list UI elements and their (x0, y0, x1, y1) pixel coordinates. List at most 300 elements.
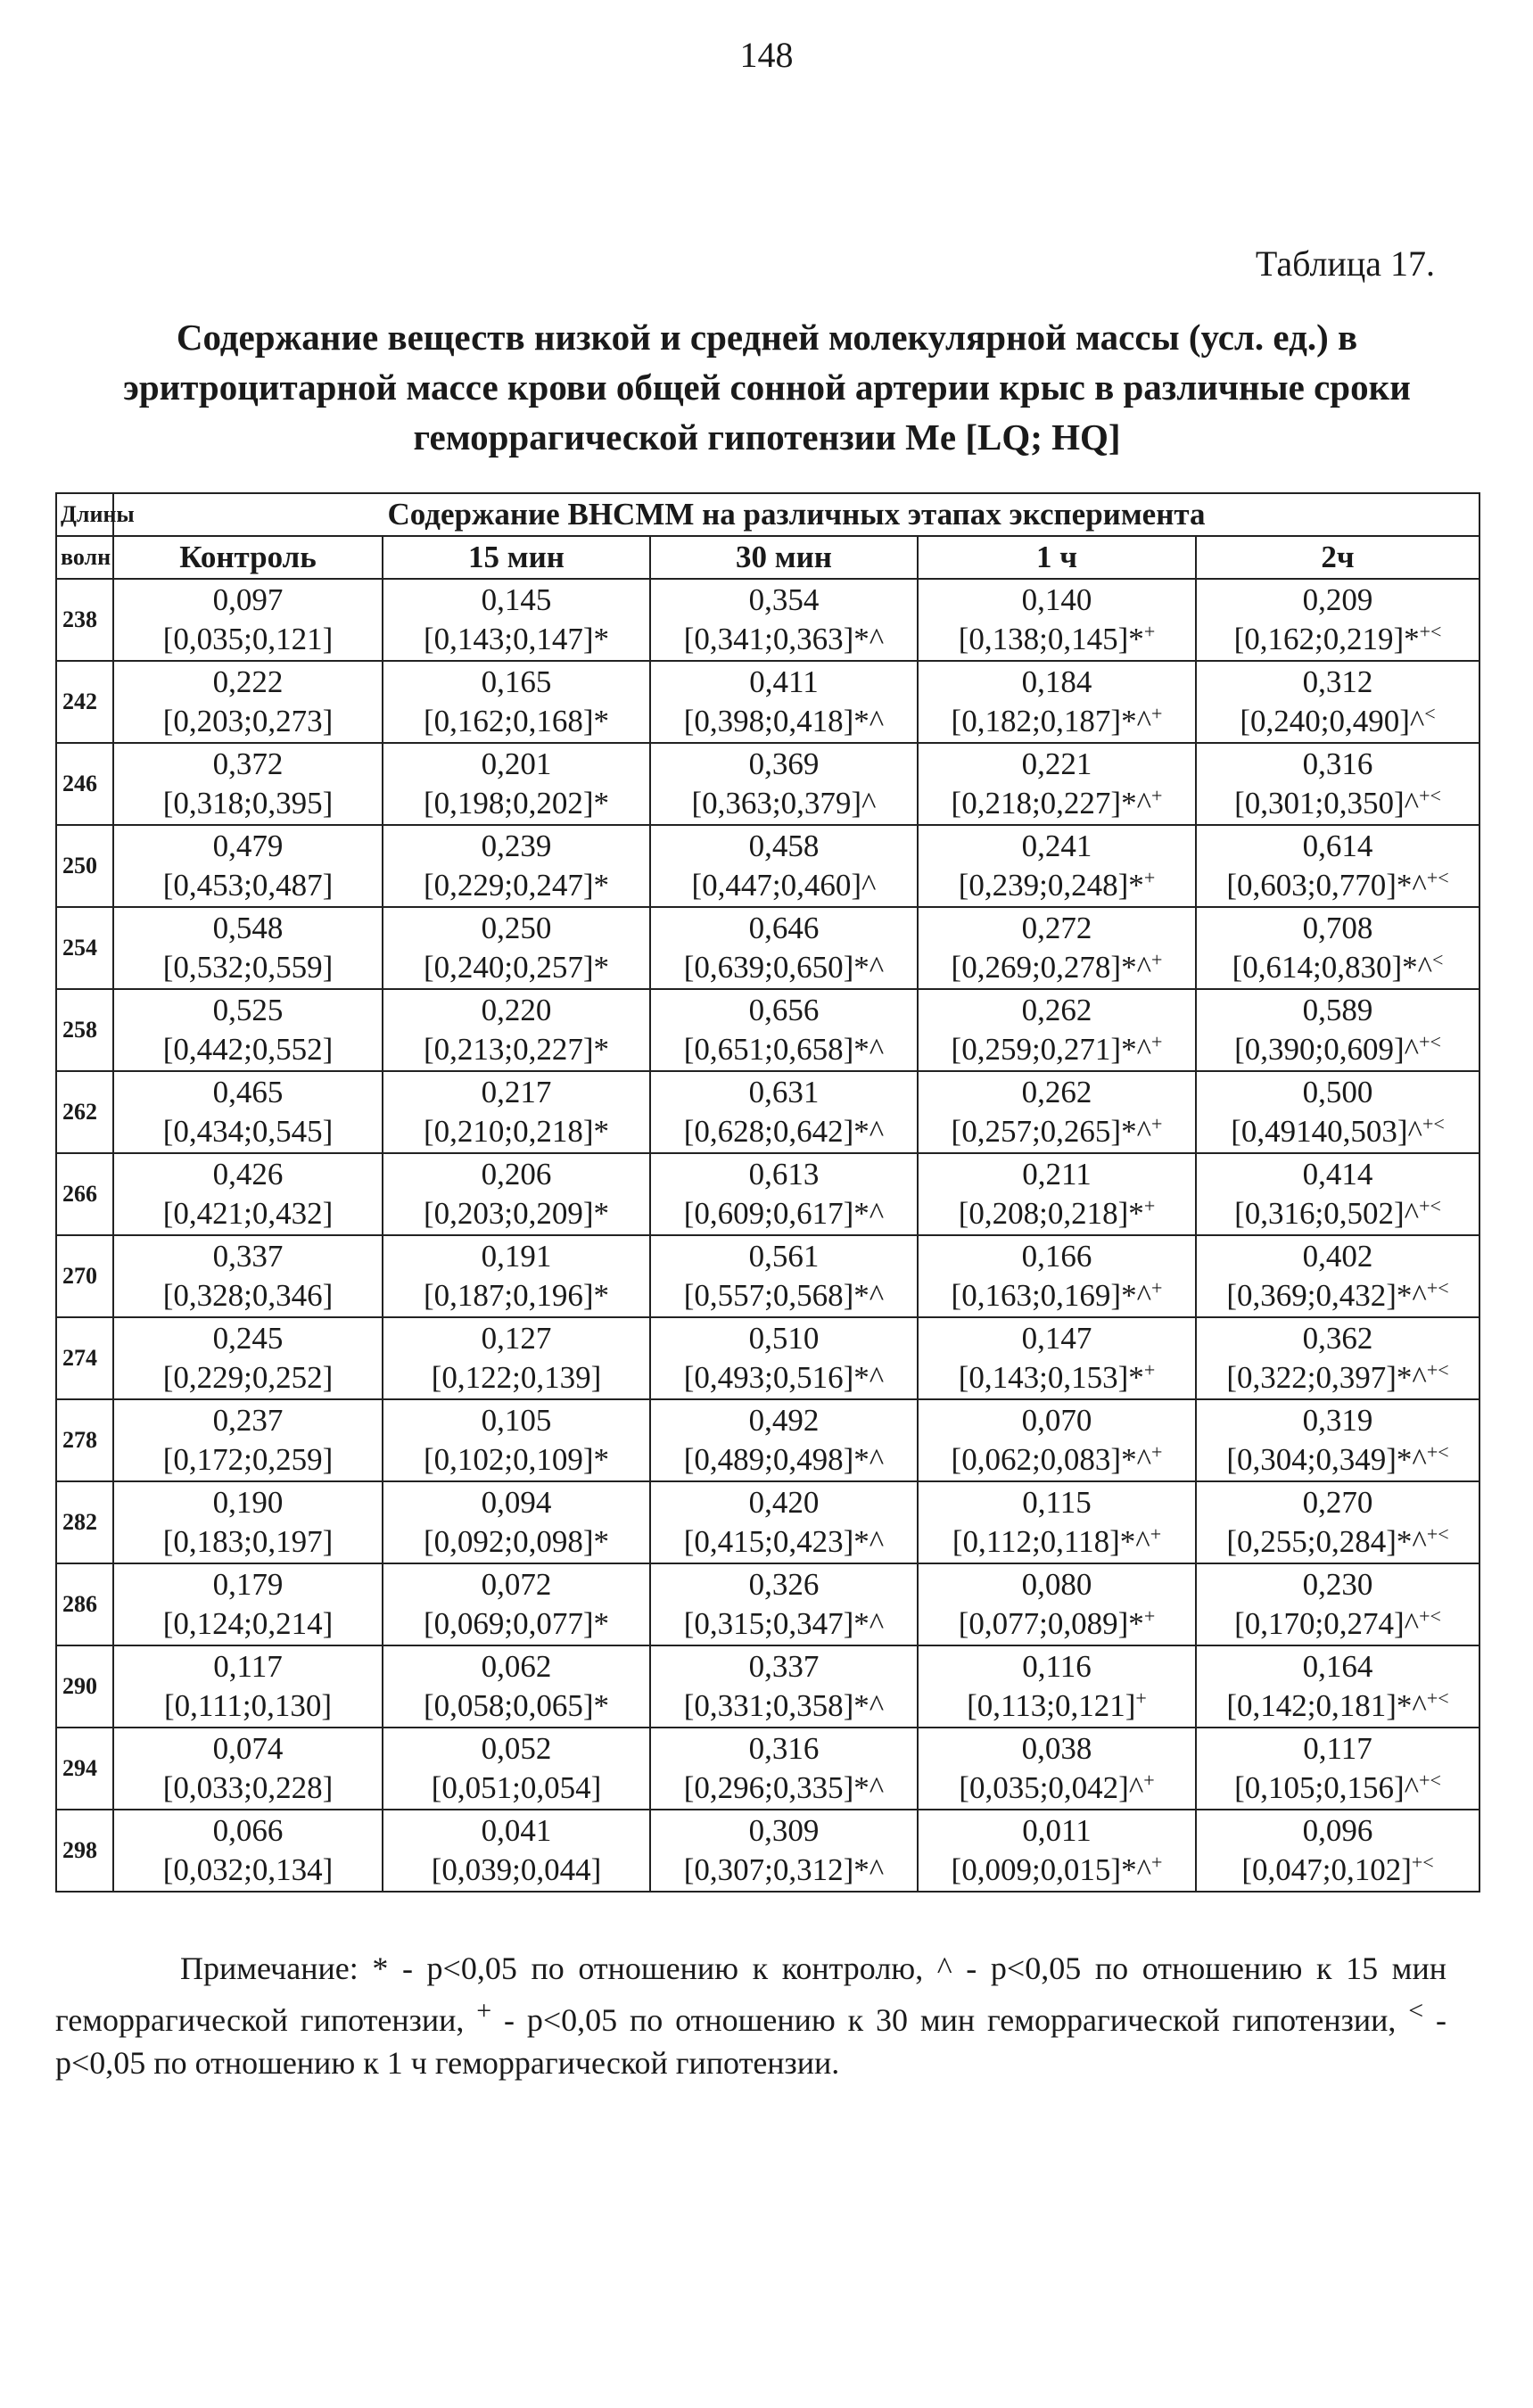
range-text: [0,183;0,197] (162, 1524, 334, 1559)
median-value: 0,221 (1021, 746, 1092, 781)
range-text: [0,315;0,347]*^ (683, 1606, 885, 1641)
median-value: 0,500 (1302, 1075, 1373, 1109)
range-text: [0,124;0,214] (162, 1606, 334, 1641)
median-value: 0,052 (481, 1731, 552, 1766)
value-cell (650, 1481, 918, 1563)
wavelength-header-top: Длины (56, 493, 113, 536)
quartile-range (651, 1358, 917, 1398)
significance-marks: + (1143, 1358, 1156, 1381)
significance-marks: +< (1419, 784, 1441, 807)
table-body (56, 579, 1479, 1892)
note-text: Примечание: * - p<0,05 по отношению к контролю, ^ - p<0,05 по отношению к 15 мин геморрагической гипотензии, (55, 1950, 1446, 2038)
median-value: 0,510 (748, 1321, 820, 1356)
range-text: [0,051;0,054] (431, 1770, 602, 1805)
median-value: 0,230 (1302, 1567, 1373, 1602)
median-value: 0,070 (1021, 1403, 1092, 1438)
median-value: 0,414 (1302, 1157, 1373, 1192)
quartile-range (383, 1194, 649, 1233)
significance-marks: + (1135, 1686, 1147, 1710)
quartile-range (1197, 620, 1479, 659)
significance-marks: +< (1426, 1522, 1449, 1546)
value-cell (1196, 825, 1479, 907)
quartile-range (114, 1769, 382, 1808)
median-value: 0,613 (748, 1157, 820, 1192)
value-cell (918, 1399, 1196, 1481)
group-header: Содержание ВНСММ на различных этапах эксперимента (113, 493, 1479, 536)
table-row (56, 1071, 1479, 1153)
range-text: [0,307;0,312]*^ (683, 1852, 885, 1887)
significance-marks: +< (1422, 1112, 1445, 1135)
table-row (56, 1728, 1479, 1810)
quartile-range (383, 784, 649, 823)
median-value: 0,094 (481, 1485, 552, 1520)
significance-marks: +< (1426, 1276, 1449, 1299)
range-text: [0,162;0,219]* (1233, 622, 1420, 656)
range-text: [0,259;0,271]*^ (951, 1032, 1152, 1067)
value-cell (1196, 1317, 1479, 1399)
quartile-range (1197, 1358, 1479, 1398)
median-value: 0,190 (212, 1485, 284, 1520)
median-value: 0,420 (748, 1485, 820, 1520)
quartile-range (1197, 948, 1479, 987)
significance-marks: + (1151, 1112, 1163, 1135)
significance-marks: + (1151, 784, 1163, 807)
median-value: 0,117 (213, 1649, 283, 1684)
quartile-range (114, 1358, 382, 1398)
quartile-range (383, 1030, 649, 1069)
quartile-range (919, 1686, 1195, 1726)
median-value: 0,337 (212, 1239, 284, 1274)
range-text: [0,493;0,516]*^ (683, 1360, 885, 1395)
quartile-range (919, 1769, 1195, 1808)
significance-marks: +< (1419, 1604, 1441, 1628)
range-text: [0,208;0,218]* (958, 1196, 1144, 1231)
value-cell (918, 579, 1196, 661)
median-value: 0,250 (481, 911, 552, 945)
significance-marks: + (1151, 702, 1163, 725)
quartile-range (1197, 1440, 1479, 1480)
data-table (55, 492, 1480, 1893)
significance-marks: + (1143, 866, 1156, 889)
range-text: [0,415;0,423]*^ (683, 1524, 885, 1559)
median-value: 0,080 (1021, 1567, 1092, 1602)
significance-marks: +< (1426, 1358, 1449, 1381)
range-text: [0,092;0,098]* (423, 1524, 610, 1559)
range-text: [0,651;0,658]*^ (683, 1032, 885, 1067)
column-header: 1 ч (918, 536, 1196, 579)
range-text: [0,269;0,278]*^ (951, 950, 1152, 985)
value-cell (113, 661, 383, 743)
value-cell (383, 907, 650, 989)
quartile-range (383, 1769, 649, 1808)
quartile-range (383, 1358, 649, 1398)
table-row (56, 743, 1479, 825)
quartile-range (1197, 1112, 1479, 1151)
quartile-range (919, 1358, 1195, 1398)
range-text: [0,229;0,247]* (423, 868, 610, 903)
range-text: [0,363;0,379]^ (691, 786, 877, 821)
value-cell (918, 1810, 1196, 1892)
significance-marks: + (1151, 1276, 1163, 1299)
median-value: 0,209 (1302, 582, 1373, 617)
range-text: [0,316;0,502]^ (1234, 1196, 1420, 1231)
value-cell (1196, 907, 1479, 989)
value-cell (113, 1728, 383, 1810)
range-text: [0,239;0,248]* (958, 868, 1144, 903)
quartile-range (919, 1194, 1195, 1233)
quartile-range (114, 620, 382, 659)
range-text: [0,113;0,121] (967, 1688, 1136, 1723)
value-cell (1196, 1153, 1479, 1235)
range-text: [0,009;0,015]*^ (951, 1852, 1152, 1887)
quartile-range (651, 1769, 917, 1808)
column-header: 15 мин (383, 536, 650, 579)
significance-marks: + (1143, 1769, 1155, 1792)
value-cell (650, 1645, 918, 1728)
range-text: [0,257;0,265]*^ (951, 1114, 1152, 1149)
median-value: 0,316 (748, 1731, 820, 1766)
range-text: [0,398;0,418]*^ (683, 704, 885, 738)
value-cell (918, 825, 1196, 907)
quartile-range (383, 1440, 649, 1480)
range-text: [0,628;0,642]*^ (683, 1114, 885, 1149)
value-cell (113, 1153, 383, 1235)
median-value: 0,646 (748, 911, 820, 945)
value-cell (113, 1071, 383, 1153)
value-cell (650, 743, 918, 825)
median-value: 0,105 (481, 1403, 552, 1438)
median-value: 0,074 (212, 1731, 284, 1766)
range-text: [0,143;0,147]* (423, 622, 610, 656)
median-value: 0,222 (212, 664, 284, 699)
quartile-range (919, 784, 1195, 823)
median-value: 0,614 (1302, 829, 1373, 863)
median-value: 0,237 (212, 1403, 284, 1438)
range-text: [0,614;0,830]*^ (1232, 950, 1433, 985)
wavelength-cell: 286 (56, 1563, 113, 1645)
quartile-range (1197, 702, 1479, 741)
median-value: 0,072 (481, 1567, 552, 1602)
quartile-range (651, 620, 917, 659)
quartile-range (1197, 1030, 1479, 1069)
median-value: 0,525 (212, 993, 284, 1027)
value-cell (650, 989, 918, 1071)
quartile-range (919, 1522, 1195, 1562)
note-text: - p<0,05 по отношению к 1 ч геморрагической гипотензии. (55, 2002, 1446, 2081)
value-cell (650, 1399, 918, 1481)
quartile-range (114, 1604, 382, 1644)
quartile-range (1197, 1604, 1479, 1644)
quartile-range (383, 948, 649, 987)
significance-marks: + (1143, 620, 1156, 643)
table-row (56, 1317, 1479, 1399)
column-header: Контроль (113, 536, 383, 579)
value-cell (918, 989, 1196, 1071)
median-value: 0,479 (212, 829, 284, 863)
significance-marks: +< (1426, 866, 1449, 889)
value-cell (383, 825, 650, 907)
significance-marks: + (1151, 1851, 1163, 1874)
value-cell (1196, 579, 1479, 661)
median-value: 0,038 (1021, 1731, 1092, 1766)
significance-marks: + (1150, 1522, 1162, 1546)
quartile-range (383, 1851, 649, 1890)
value-cell (918, 1563, 1196, 1645)
range-text: [0,112;0,118]*^ (952, 1524, 1150, 1559)
value-cell (650, 1563, 918, 1645)
range-text: [0,143;0,153]* (958, 1360, 1144, 1395)
quartile-range (651, 1522, 917, 1562)
quartile-range (919, 620, 1195, 659)
wavelength-cell: 266 (56, 1153, 113, 1235)
wavelength-cell: 298 (56, 1810, 113, 1892)
median-value: 0,561 (748, 1239, 820, 1274)
value-cell (650, 579, 918, 661)
quartile-range (919, 1112, 1195, 1151)
value-cell (1196, 1645, 1479, 1728)
note-plus-sign: + (476, 1996, 492, 2025)
median-value: 0,117 (1303, 1731, 1372, 1766)
value-cell (650, 1153, 918, 1235)
median-value: 0,239 (481, 829, 552, 863)
quartile-range (1197, 1686, 1479, 1726)
value-cell (1196, 661, 1479, 743)
value-cell (113, 1317, 383, 1399)
value-cell (650, 1810, 918, 1892)
median-value: 0,066 (212, 1813, 284, 1848)
range-text: [0,331;0,358]*^ (683, 1688, 885, 1723)
value-cell (1196, 1810, 1479, 1892)
median-value: 0,326 (748, 1567, 820, 1602)
range-text: [0,609;0,617]*^ (683, 1196, 885, 1231)
table-row (56, 1481, 1479, 1563)
median-value: 0,402 (1302, 1239, 1373, 1274)
range-text: [0,187;0,196]* (423, 1278, 610, 1313)
quartile-range (1197, 866, 1479, 905)
table-row (56, 661, 1479, 743)
quartile-range (383, 1604, 649, 1644)
table-title: Содержание веществ низкой и средней молекулярной массы (усл. ед.) в эритроцитарной массе крови общей сонной артерии крыс в различные сроки геморрагической гипотензии Me [LQ; HQ] (123, 317, 1411, 458)
median-value: 0,062 (481, 1649, 552, 1684)
value-cell (1196, 1563, 1479, 1645)
range-text: [0,296;0,335]*^ (683, 1770, 885, 1805)
median-value: 0,127 (481, 1321, 552, 1356)
table-row (56, 1563, 1479, 1645)
median-value: 0,319 (1302, 1403, 1373, 1438)
significance-marks: +< (1419, 1030, 1441, 1053)
quartile-range (383, 1686, 649, 1726)
range-text: [0,105;0,156]^ (1234, 1770, 1420, 1805)
significance-marks: + (1143, 1194, 1156, 1217)
range-text: [0,182;0,187]*^ (951, 704, 1152, 738)
range-text: [0,240;0,490]^ (1240, 704, 1425, 738)
value-cell (918, 1153, 1196, 1235)
quartile-range (383, 1522, 649, 1562)
range-text: [0,035;0,042]^ (959, 1770, 1144, 1805)
range-text: [0,318;0,395] (162, 786, 334, 821)
range-text: [0,142;0,181]*^ (1226, 1688, 1427, 1723)
quartile-range (114, 1686, 382, 1726)
wavelength-cell: 250 (56, 825, 113, 907)
significance-marks: +< (1419, 1769, 1441, 1792)
wavelength-cell: 242 (56, 661, 113, 743)
median-value: 0,272 (1021, 911, 1092, 945)
range-text: [0,035;0,121] (162, 622, 334, 656)
significance-marks: +< (1419, 620, 1442, 643)
quartile-range (114, 1194, 382, 1233)
value-cell (113, 1235, 383, 1317)
median-value: 0,165 (481, 664, 552, 699)
wavelength-cell: 294 (56, 1728, 113, 1810)
table-row (56, 1810, 1479, 1892)
significance-marks: +< (1411, 1851, 1434, 1874)
quartile-range (651, 1112, 917, 1151)
value-cell (918, 1728, 1196, 1810)
value-cell (650, 1728, 918, 1810)
median-value: 0,262 (1021, 993, 1092, 1027)
quartile-range (651, 1030, 917, 1069)
table-row (56, 579, 1479, 661)
value-cell (918, 1481, 1196, 1563)
range-text: [0,111;0,130] (164, 1688, 332, 1723)
quartile-range (651, 1276, 917, 1315)
quartile-range (1197, 784, 1479, 823)
quartile-range (651, 948, 917, 987)
value-cell (383, 579, 650, 661)
value-cell (650, 1235, 918, 1317)
wavelength-cell: 282 (56, 1481, 113, 1563)
median-value: 0,316 (1302, 746, 1373, 781)
median-value: 0,270 (1302, 1485, 1373, 1520)
significance-marks: + (1151, 1440, 1163, 1464)
range-text: [0,322;0,397]*^ (1226, 1360, 1427, 1395)
median-value: 0,241 (1021, 829, 1092, 863)
range-text: [0,447;0,460]^ (691, 868, 877, 903)
value-cell (383, 1645, 650, 1728)
significance-marks: + (1143, 1604, 1156, 1628)
significance-marks: + (1151, 948, 1163, 971)
range-text: [0,304;0,349]*^ (1226, 1442, 1427, 1477)
column-header: 2ч (1196, 536, 1479, 579)
quartile-range (1197, 1276, 1479, 1315)
value-cell (650, 661, 918, 743)
quartile-range (651, 1604, 917, 1644)
median-value: 0,011 (1022, 1813, 1092, 1848)
range-text: [0,039;0,044] (431, 1852, 602, 1887)
range-text: [0,213;0,227]* (423, 1032, 610, 1067)
quartile-range (114, 1851, 382, 1890)
median-value: 0,217 (481, 1075, 552, 1109)
median-value: 0,211 (1022, 1157, 1092, 1192)
median-value: 0,140 (1021, 582, 1092, 617)
wavelength-cell: 262 (56, 1071, 113, 1153)
value-cell (1196, 1399, 1479, 1481)
quartile-range (1197, 1522, 1479, 1562)
median-value: 0,312 (1302, 664, 1373, 699)
range-text: [0,210;0,218]* (423, 1114, 610, 1149)
value-cell (383, 1153, 650, 1235)
quartile-range (114, 866, 382, 905)
median-value: 0,116 (1022, 1649, 1092, 1684)
range-text: [0,172;0,259] (162, 1442, 334, 1477)
value-cell (918, 1645, 1196, 1728)
quartile-range (651, 784, 917, 823)
range-text: [0,639;0,650]*^ (683, 950, 885, 985)
value-cell (113, 743, 383, 825)
wavelength-cell: 278 (56, 1399, 113, 1481)
median-value: 0,262 (1021, 1075, 1092, 1109)
median-value: 0,145 (481, 582, 552, 617)
range-text: [0,489;0,498]*^ (683, 1442, 885, 1477)
median-value: 0,220 (481, 993, 552, 1027)
value-cell (383, 1728, 650, 1810)
median-value: 0,166 (1021, 1239, 1092, 1274)
range-text: [0,047;0,102] (1241, 1852, 1412, 1887)
median-value: 0,164 (1302, 1649, 1373, 1684)
median-value: 0,372 (212, 746, 284, 781)
value-cell (1196, 1481, 1479, 1563)
value-cell (650, 1317, 918, 1399)
range-text: [0,218;0,227]*^ (951, 786, 1152, 821)
table-row (56, 1235, 1479, 1317)
median-value: 0,097 (212, 582, 284, 617)
median-value: 0,426 (212, 1157, 284, 1192)
quartile-range (651, 1851, 917, 1890)
range-text: [0,102;0,109]* (423, 1442, 610, 1477)
value-cell (1196, 989, 1479, 1071)
quartile-range (114, 1522, 382, 1562)
value-cell (383, 1399, 650, 1481)
quartile-range (919, 1030, 1195, 1069)
range-text: [0,077;0,089]* (958, 1606, 1144, 1641)
range-text: [0,203;0,273] (162, 704, 334, 738)
value-cell (383, 1235, 650, 1317)
quartile-range (383, 702, 649, 741)
median-value: 0,191 (481, 1239, 552, 1274)
wavelength-cell: 270 (56, 1235, 113, 1317)
value-cell (1196, 743, 1479, 825)
quartile-range (383, 866, 649, 905)
note-text: - p<0,05 по отношению к 30 мин геморрагической гипотензии, (491, 2002, 1409, 2038)
quartile-range (919, 702, 1195, 741)
table-row (56, 1645, 1479, 1728)
range-text: [0,203;0,209]* (423, 1196, 610, 1231)
wavelength-cell: 290 (56, 1645, 113, 1728)
quartile-range (114, 1276, 382, 1315)
range-text: [0,369;0,432]*^ (1226, 1278, 1427, 1313)
value-cell (918, 907, 1196, 989)
range-text: [0,229;0,252] (162, 1360, 334, 1395)
range-text: [0,453;0,487] (162, 868, 334, 903)
range-text: [0,062;0,083]*^ (951, 1442, 1152, 1477)
value-cell (383, 1563, 650, 1645)
range-text: [0,058;0,065]* (423, 1688, 610, 1723)
range-text: [0,532;0,559] (162, 950, 334, 985)
value-cell (113, 1481, 383, 1563)
wavelength-cell: 254 (56, 907, 113, 989)
range-text: [0,557;0,568]*^ (683, 1278, 885, 1313)
range-text: [0,032;0,134] (162, 1852, 334, 1887)
quartile-range (919, 1440, 1195, 1480)
note-less-sign: < (1408, 1996, 1424, 2025)
quartile-range (114, 1030, 382, 1069)
median-value: 0,411 (749, 664, 819, 699)
value-cell (650, 1071, 918, 1153)
value-cell (113, 907, 383, 989)
table-row (56, 1153, 1479, 1235)
median-value: 0,465 (212, 1075, 284, 1109)
range-text: [0,603;0,770]*^ (1226, 868, 1427, 903)
